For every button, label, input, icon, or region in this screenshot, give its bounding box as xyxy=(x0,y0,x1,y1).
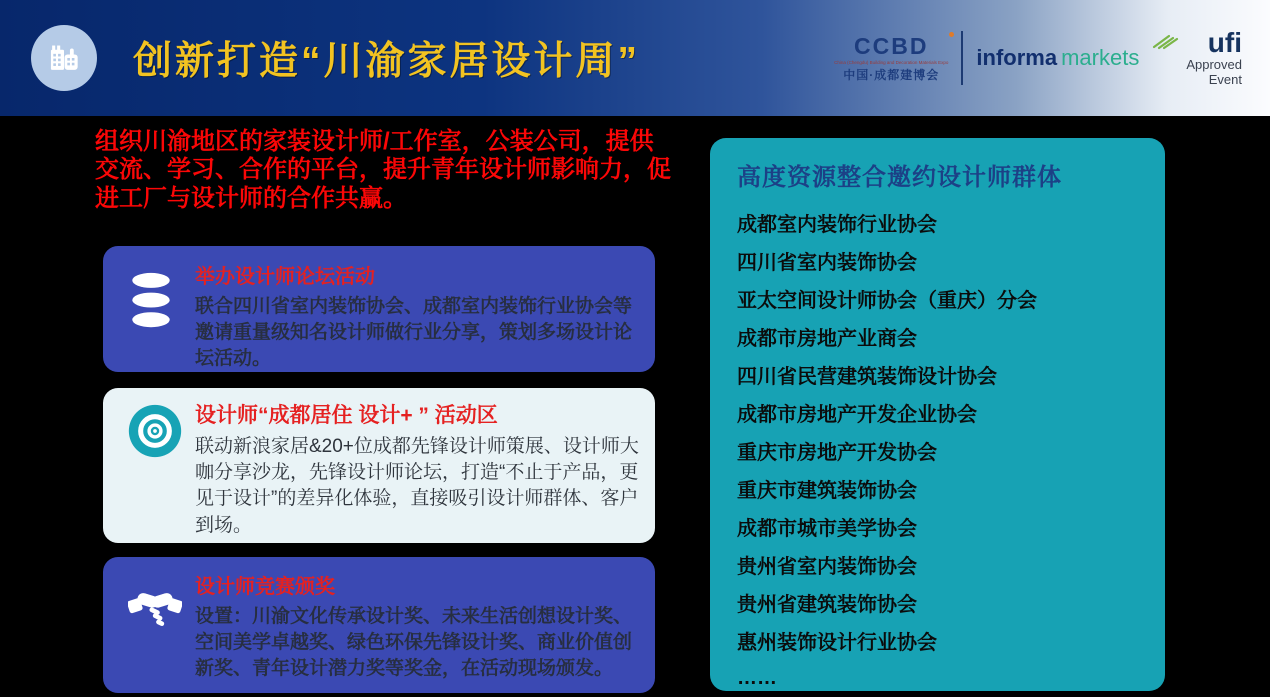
ccbd-chinese-name: 中国·成都建博会 xyxy=(843,67,940,82)
list-item: 亚太空间设计师协会（重庆）分会 xyxy=(737,289,1037,312)
handshake-icon xyxy=(128,583,182,631)
logo-strip xyxy=(834,27,1242,87)
list-item: 贵州省建筑装饰协会 xyxy=(737,593,917,616)
card-body: 联合四川省室内装饰协会、成都室内装饰行业协会等邀请重量级知名设计师做行业分享，策划多场设计论坛活动。 xyxy=(195,296,633,370)
card-body: 联动新浪家居&20+位成都先锋设计师策展、设计师大咖分享沙龙，先锋设计师论坛，打造“不止于产品，更见于设计”的差异化体验，直接吸引设计师群体、客户到场。 xyxy=(195,436,639,536)
page-title: 创新打造“川渝家居设计周” xyxy=(133,40,641,83)
card-title: 设计师“成都居住 设计+ ” 活动区 xyxy=(195,404,498,427)
list-item: 成都市房地产业商会 xyxy=(737,327,917,350)
ufi-logo xyxy=(1152,27,1242,87)
logo-divider xyxy=(961,31,963,85)
ccbd-logo xyxy=(834,35,948,81)
ufi-swoosh-icon xyxy=(1152,30,1182,52)
list-item: 成都室内装饰行业协会 xyxy=(737,213,937,236)
panel-title: 高度资源整合邀约设计师群体 xyxy=(737,164,1062,191)
designer-groups-panel xyxy=(710,138,1165,691)
ccbd-wordmark: CCBD xyxy=(834,35,948,58)
ccbd-tagline: China (Chengdu) Building and Decoration Materials Expo xyxy=(834,60,949,66)
card-title: 设计师竞赛颁奖 xyxy=(195,576,335,598)
list-item: 四川省室内装饰协会 xyxy=(737,251,917,274)
card-competition-awards xyxy=(103,557,655,693)
informa-markets-logo: informa markets xyxy=(976,45,1140,70)
list-item: 惠州装饰设计行业协会 xyxy=(737,631,937,654)
ufi-wordmark: ufi xyxy=(1207,27,1242,59)
list-item: 成都市城市美学协会 xyxy=(737,517,917,540)
list-item: 重庆市房地产开发协会 xyxy=(737,441,937,464)
building-icon xyxy=(45,39,83,77)
card-body: 设置：川渝文化传承设计奖、未来生活创想设计奖、空间美学卓越奖、绿色环保先锋设计奖、商业价值创新奖、青年设计潜力奖等奖金，在活动现场颁发。 xyxy=(195,606,633,680)
card-title: 举办设计师论坛活动 xyxy=(195,266,375,288)
list-item: 重庆市建筑装饰协会 xyxy=(737,479,917,502)
intro-text: 组织川渝地区的家装设计师/工作室，公装公司，提供交流、学习、合作的平台，提升青年设计师影响力，促进工厂与设计师的合作共赢。 xyxy=(95,128,671,212)
list-item: 贵州省室内装饰协会 xyxy=(737,555,917,578)
ufi-event-label: Event xyxy=(1208,71,1242,87)
database-icon xyxy=(128,272,174,330)
list-item: 四川省民营建筑装饰设计协会 xyxy=(737,365,997,388)
card-designer-forum xyxy=(103,246,655,372)
header-bar xyxy=(0,0,1270,116)
list-item: 成都市房地产开发企业协会 xyxy=(737,403,977,426)
association-list xyxy=(737,203,1145,697)
ufi-approved-label: Approved xyxy=(1186,56,1242,72)
target-icon xyxy=(128,404,182,458)
header-badge xyxy=(31,25,97,91)
list-item: …… xyxy=(737,666,777,689)
card-activity-zone xyxy=(103,388,655,543)
